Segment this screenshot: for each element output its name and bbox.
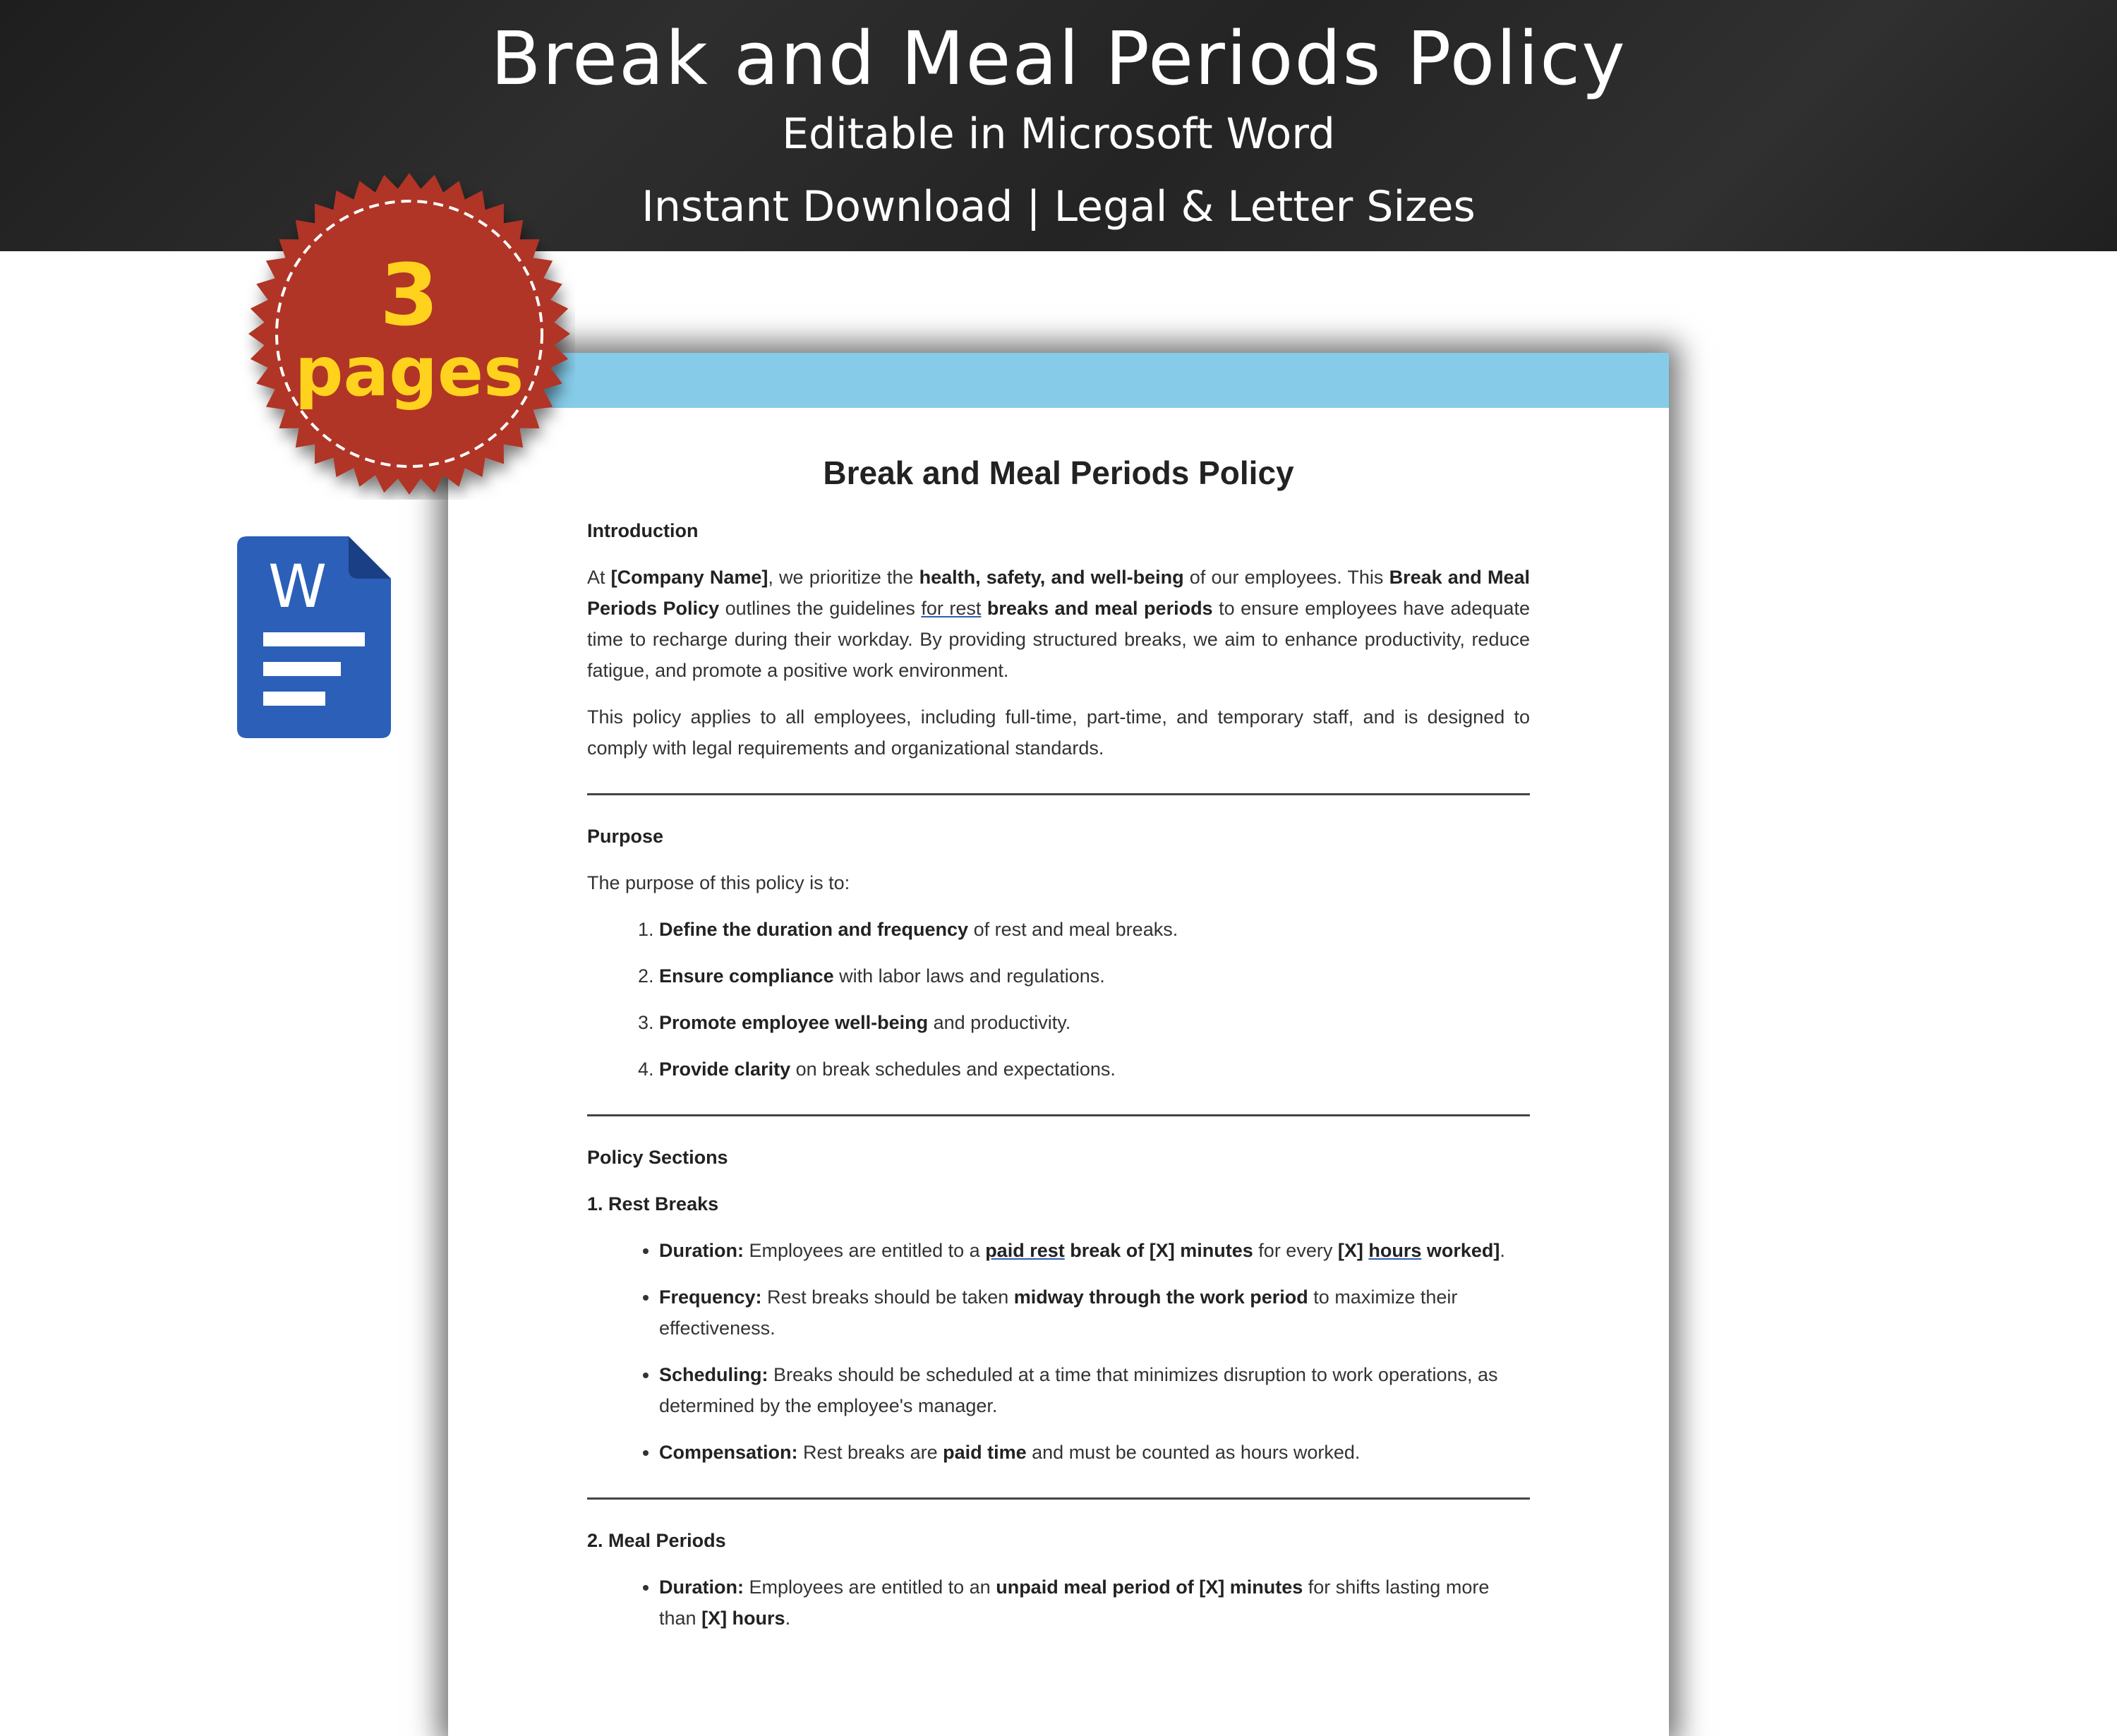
word-icon-line: [263, 632, 365, 646]
item-label: Duration:: [659, 1577, 744, 1598]
introduction-paragraph-2: This policy applies to all employees, including full-time, part-time, and temporary staff, and is designed to comply with legal requirements and organizational standards.: [587, 706, 1530, 759]
meal-periods-list: [587, 1572, 1530, 1634]
section-divider: [587, 793, 1530, 795]
bold-run: paid time: [943, 1442, 1027, 1463]
rest-breaks-duration-item: [659, 1235, 1530, 1266]
word-icon-letter: W: [268, 552, 327, 621]
text-run: to maximize their effectiveness.: [659, 1286, 1458, 1339]
bold-run: breaks and meal periods: [987, 598, 1213, 619]
bold-run: health, safety, and well-being: [919, 567, 1184, 588]
bold-run: worked]: [1421, 1240, 1500, 1261]
meal-periods-duration-item: [659, 1572, 1530, 1634]
microsoft-word-icon: [237, 536, 391, 738]
rest-breaks-frequency-item: [659, 1282, 1530, 1344]
document-content: [587, 452, 1530, 1649]
item-label: Scheduling:: [659, 1364, 768, 1385]
text-run: on break schedules and expectations.: [790, 1059, 1116, 1080]
bold-run: [X]: [1337, 1240, 1369, 1261]
rest-breaks-list: [587, 1235, 1530, 1468]
bold-run: unpaid meal period of [X] minutes: [996, 1577, 1303, 1598]
purpose-list-item: [659, 1007, 1530, 1038]
bold-run: midway through the work period: [1013, 1286, 1308, 1308]
purpose-heading: Purpose: [587, 826, 664, 847]
page-count-badge: [243, 168, 575, 500]
introduction-heading: Introduction: [587, 520, 699, 541]
banner-subtitle-editable: Editable in Microsoft Word: [782, 109, 1335, 159]
rest-breaks-scheduling-item: [659, 1359, 1530, 1421]
underlined-run: hours: [1368, 1240, 1422, 1261]
item-label: Duration:: [659, 1240, 744, 1261]
text-run: and productivity.: [928, 1012, 1071, 1033]
text-run: for shifts lasting more than: [659, 1577, 1490, 1629]
policy-sections-heading: Policy Sections: [587, 1147, 728, 1168]
text-run: , we prioritize the: [768, 567, 919, 588]
word-icon-fold: [349, 536, 391, 579]
underlined-run: for rest: [921, 598, 982, 619]
text-run: [981, 598, 987, 619]
text-run: Breaks should be scheduled at a time that minimizes disruption to work operations, as determined by the employee's manager.: [659, 1364, 1498, 1416]
text-run: of our employees. This: [1183, 567, 1389, 588]
bold-run: Promote employee well-being: [659, 1012, 929, 1033]
text-run: and must be counted as hours worked.: [1026, 1442, 1361, 1463]
section-divider: [587, 1497, 1530, 1500]
badge-label: pages: [294, 332, 524, 411]
text-run: to ensure employees have adequate time to recharge during their workday. By providing structured breaks, we aim to enhance productivity, reduce fatigue, and promote a positive work environment.: [587, 598, 1530, 681]
rest-breaks-heading: 1. Rest Breaks: [587, 1193, 719, 1214]
banner-title: Break and Meal Periods Policy: [490, 16, 1627, 102]
bold-run: Ensure compliance: [659, 965, 834, 987]
text-run: for every: [1253, 1240, 1338, 1261]
text-run: Rest breaks are: [797, 1442, 943, 1463]
text-run: of rest and meal breaks.: [968, 919, 1178, 940]
text-run: .: [1500, 1240, 1505, 1261]
document-page-preview: [448, 353, 1669, 1736]
purpose-list-item: [659, 960, 1530, 991]
purpose-list-item: [659, 914, 1530, 945]
rest-breaks-compensation-item: [659, 1437, 1530, 1468]
word-icon-line: [263, 692, 325, 706]
document-header-bar: [448, 353, 1669, 408]
text-run: Employees are entitled to an: [743, 1577, 996, 1598]
text-run: At: [587, 567, 611, 588]
bold-run: Define the duration and frequency: [659, 919, 969, 940]
item-label: Compensation:: [659, 1442, 798, 1463]
bold-run: break of [X] minutes: [1070, 1240, 1253, 1261]
bold-run: [X] hours: [701, 1608, 785, 1629]
bold-run: Break and Meal Periods Policy: [587, 567, 1530, 619]
text-run: with labor laws and regulations.: [833, 965, 1105, 987]
purpose-list: [587, 914, 1530, 1085]
document-title: Break and Meal Periods Policy: [823, 454, 1294, 491]
text-run: outlines the guidelines: [719, 598, 922, 619]
item-label: Frequency:: [659, 1286, 762, 1308]
bold-run: Provide clarity: [659, 1059, 791, 1080]
meal-periods-heading: 2. Meal Periods: [587, 1530, 726, 1551]
purpose-list-item: [659, 1054, 1530, 1085]
text-run: .: [785, 1608, 791, 1629]
purpose-lead: The purpose of this policy is to:: [587, 872, 850, 893]
underlined-run: paid rest: [985, 1240, 1065, 1261]
banner-subtitle-download: Instant Download | Legal & Letter Sizes: [641, 182, 1476, 231]
bold-run: [Company Name]: [610, 567, 768, 588]
text-run: Employees are entitled to a: [743, 1240, 986, 1261]
badge-number: 3: [380, 247, 439, 345]
introduction-paragraph-1: [587, 562, 1530, 686]
word-icon-line: [263, 662, 341, 676]
section-divider: [587, 1114, 1530, 1116]
text-run: Rest breaks should be taken: [761, 1286, 1014, 1308]
